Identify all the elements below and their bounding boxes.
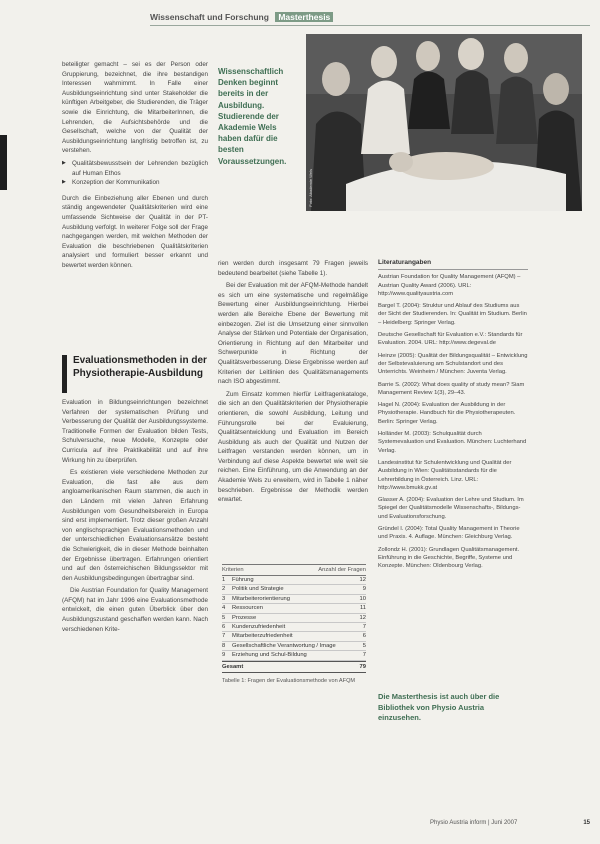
- table-header-count: Anzahl der Fragen: [318, 567, 366, 573]
- table-total-row: [222, 661, 366, 673]
- literature-item: Gründel I. (2004): Total Quality Management in Theorie und Praxis. 4. Auflage. München: Gleichburg Verlag.: [378, 526, 520, 541]
- row-label: Ressourcen: [232, 605, 263, 612]
- table-row: [222, 623, 366, 632]
- row-label: Politik und Strategie: [232, 586, 284, 593]
- col1-paragraph-5: Die Austrian Foundation for Quality Management (AFQM) hat im Jahr 1996 eine Evaluationsmethode entwickelt, die einen guten Überblick über den Ausbildungszustand geschaffen werden kann. Nach verschiedenen Krite-: [62, 587, 208, 633]
- footer-publication-name: Physio Austria inform: [430, 820, 487, 826]
- row-value: 12: [359, 614, 366, 621]
- bullet-list: [62, 159, 208, 188]
- literature-item: Austrian Foundation for Quality Management (AFQM) – Austrian Quality Award (2006). URL: http://www.qualityaustria.com: [378, 274, 521, 297]
- row-value: 7: [362, 652, 366, 659]
- photo-students: [306, 34, 582, 211]
- literature-title: Literaturangaben: [378, 259, 528, 270]
- row-number: 4: [222, 605, 226, 612]
- row-label: Gesellschaftliche Verantwortung / Image: [232, 642, 336, 649]
- col1-paragraph-4: Es existieren viele verschiedene Methoden zur Evaluation, die fast alle aus dem angloamerikanischen Raum stammen, die auch in den Ländern mit vielen Jahren Erfahrung Ausbildungen vom Gesundheitsbereich in Europa sind erst implementiert. Trotz dieser großen Anzahl von englischsprachigen Evaluationsmethoden und der unterschiedlichen Evaluationsansätze besteht die Schwierigkeit, die in dieser Methode beinhalten der Ergebnisse übertragen. Erfahrungen orientiert und auf den österreichischen Bildungssektor mit den Ausbildungsbedingungen übertragbar sind.: [62, 469, 208, 582]
- row-value: 9: [362, 586, 366, 593]
- row-number: 6: [222, 624, 226, 631]
- pull-quote: Wissenschaftlich Denken beginnt bereits in der Ausbildung. Studierende der Akademie Wels haben dafür die besten Voraussetzungen.: [218, 67, 287, 166]
- row-value: 11: [359, 605, 366, 612]
- column-2: [218, 259, 368, 508]
- literature-item: Barrie S. (2002): What does quality of study mean? Siam Management Review 1(3), 29–43.: [378, 381, 525, 396]
- table-row: [222, 651, 366, 660]
- row-number: 3: [222, 595, 226, 602]
- table-total-value: 79: [359, 663, 366, 670]
- row-number: 9: [222, 652, 226, 659]
- col1-paragraph-2: Durch die Einbeziehung aller Ebenen und durch ständig angewendeter Qualitätskriterien wird eine umfassende Sichtweise der Qualität in der PT-Ausbildung verfolgt. In weiterer Folge soll der Frage nachgegangen werden, mit welchen Methoden der Evaluation die beschriebenen Qualitätskriterien analysiert und formuliert besser erkannt und bewertet werden können.: [62, 194, 208, 269]
- row-number: 7: [222, 633, 226, 640]
- literature-item: Holländer M. (2003): Schulqualität durch Systemevaluation und Evaluation. München: Luchterhand Verlag.: [378, 431, 527, 454]
- running-header: [150, 12, 590, 26]
- row-number: 5: [222, 614, 226, 621]
- header-rule: [150, 25, 590, 26]
- row-number: 2: [222, 586, 226, 593]
- table-row: [222, 614, 366, 623]
- col1-paragraph-1: beteiligter gemacht – sei es der Person oder Gruppierung, bezeichnet, die ihre bestandigen Interessen wahrnimmt. In Falle einer Ausbildungseinrichtung sind unter Stakeholder die künftigen Arbeitgeber, die Studierenden, die Träger sowie die Einrichtung, die MitarbeiterInnen, die Lehrenden, die Aufsichtsbehörde und die Gesellschaft, welche von der Qualität der Ausbildungseinrichtung langfristig betroffen ist, zu verstehen.: [62, 61, 208, 155]
- literature-item: Heinze (2005): Qualität der Bildungsqualität – Entwicklung der Selbstevaluierung am Schulstandort und des Unterrichts. Weinheim / München: Juventa Verlag.: [378, 352, 528, 376]
- row-value: 6: [362, 633, 366, 640]
- row-label: Mitarbeiterorientierung: [232, 595, 290, 602]
- bullet-item: ▶ Qualitätsbewusstsein der Lehrenden bezüglich auf Human Ethos: [62, 159, 208, 178]
- literature-item: Bargel T. (2004): Struktur und Ablauf des Studiums aus der Sicht der Studierenden. In: Qualität im Studium. Berlin – Heidelberg: Springer Verlag.: [378, 303, 527, 326]
- row-label: Kundenzufriedenheit: [232, 624, 286, 631]
- table-row: [222, 576, 366, 585]
- photo-credit: Foto: Akademie Wels: [308, 169, 313, 207]
- column-1-top: [62, 60, 208, 273]
- row-label: Mitarbeiterzufriedenheit: [232, 633, 293, 640]
- literature-item: Zollondz H. (2001): Grundlagen Qualitätsmanagement. Einführung in die Geschichte, Begriffe, Systeme und Konzepte. München: Oldenbourg Verlag.: [378, 546, 520, 570]
- table-row: [222, 632, 366, 641]
- header-section: Masterthesis: [275, 12, 333, 22]
- row-label: Führung: [232, 577, 254, 583]
- row-label: Prozesse: [232, 614, 257, 621]
- column-3-literature: [378, 259, 528, 575]
- row-value: 5: [362, 642, 366, 649]
- spine-bar: [0, 135, 7, 190]
- photo-illustration: [306, 34, 582, 211]
- table-caption: Tabelle 1: Fragen der Evaluationsmethode von AFQM: [222, 677, 356, 684]
- library-note: Die Masterthesis ist auch über die Bibliothek von Physio Austria einzusehen.: [378, 692, 500, 723]
- heading-bar: [62, 355, 67, 393]
- footer-publication: Physio Austria inform | Juni 2007: [430, 820, 518, 826]
- table-header: [222, 564, 366, 576]
- row-value: 7: [362, 624, 366, 631]
- col2-paragraph-1: rien werden durch insgesamt 79 Fragen jeweils bedeutend bearbeitet (siehe Tabelle 1).: [218, 260, 368, 277]
- table-row: [222, 595, 366, 604]
- row-number: 1: [222, 577, 226, 583]
- literature-item: Glasser A. (2004): Evaluation der Lehre und Studium. Im Spiegel der Qualitätsmodelle Wissenschafts-, Bildungs- und Evaluationsforschung.: [378, 497, 524, 520]
- table-header-criteria: Kriterien: [222, 567, 244, 573]
- col2-paragraph-3: Zum Einsatz kommen hierfür Leitfragenkataloge, die sich an den Qualitätskriterien der Physiotherapie orientieren, die sowohl Ausbildung, Leitung und Führungsrolle bei der Evaluierung, Qualitätsentwicklung und Evaluation im Bereich Ausbildung als auch der Qualität und Nutzen der Leitfragen verstanden werden können, um in Verbindung auf diese Aspekte bewertet wie weit sie reichen. Eine Einführung, um die Anwendung an der Akademie Wels zu erweitern, wird in Tabelle 1 näher beschrieben. Ergebnisse der Methodik werden erwartet.: [218, 390, 368, 504]
- bullet-item: ▶ Konzeption der Kommunikation: [62, 178, 208, 188]
- table-total-label: Gesamt: [222, 663, 244, 670]
- table-body: [222, 576, 366, 661]
- heading-text: Evaluationsmethoden in der Physiotherapie-Ausbildung: [73, 355, 207, 379]
- col2-paragraph-2: Bei der Evaluation mit der AFQM-Methode handelt es sich um eine systematische und regelmäßige Bewertung einer Ausbildungseinrichtung. Hierbei werden alle Bereiche Ebene der Bewertung mit einbezogen. Ziel ist die Umsetzung einer sinnvollen Analyse der Stärken und Potentiale der Organisation, Orientierung in Richtung auf den Mitarbeiter und Schwerpunkte in Richtung der Qualitätsverbesserung. Diese Ergebnisse werden auf Kriterien der Leitlinien des Qualitätsmanagements nach ISO abgestimmt.: [218, 282, 368, 386]
- table-row: [222, 642, 366, 651]
- literature-list: [378, 273, 528, 570]
- row-number: 8: [222, 642, 226, 649]
- column-1-bottom: [62, 398, 208, 637]
- literature-item: Hagel N. (2004): Evaluation der Ausbildung in der Physiotherapie. Handbuch für die Physiotherapeuten. Berlin: Springer Verlag.: [378, 402, 516, 425]
- header-category: Wissenschaft und Forschung: [150, 12, 269, 22]
- row-value: 12: [359, 577, 366, 583]
- row-value: 10: [359, 595, 366, 602]
- criteria-table: [222, 564, 366, 685]
- col1-paragraph-3: Evaluation in Bildungseinrichtungen bezeichnet Verfahren der systematischen Prüfung und Verbesserung der Qualität der Ausbildungssysteme. Traditionelle Formen der Evaluation bilden Tests, Schulversuche, neue Modelle, Konzepte oder Curricula auf ihre Praktikabilität und auf ihre Wirkung hin zu überprüfen.: [62, 399, 208, 464]
- table-row: [222, 585, 366, 594]
- page-number: 15: [583, 820, 590, 826]
- table-row: [222, 604, 366, 613]
- literature-item: Deutsche Gesellschaft für Evaluation e.V.: Standards für Evaluation. 2004. URL: http://www.degeval.de: [378, 332, 523, 347]
- footer-issue: Juni 2007: [491, 820, 518, 826]
- row-label: Erziehung und Schul-Bildung: [232, 652, 307, 659]
- page-footer: [430, 820, 590, 826]
- literature-item: Landesinstitut für Schulentwicklung und Qualität der Ausbildung in Wien: Qualitätsstandards für die Lehrerbildung in Österreich. Linz. URL: http://www.bmukk.gv.at: [378, 459, 512, 491]
